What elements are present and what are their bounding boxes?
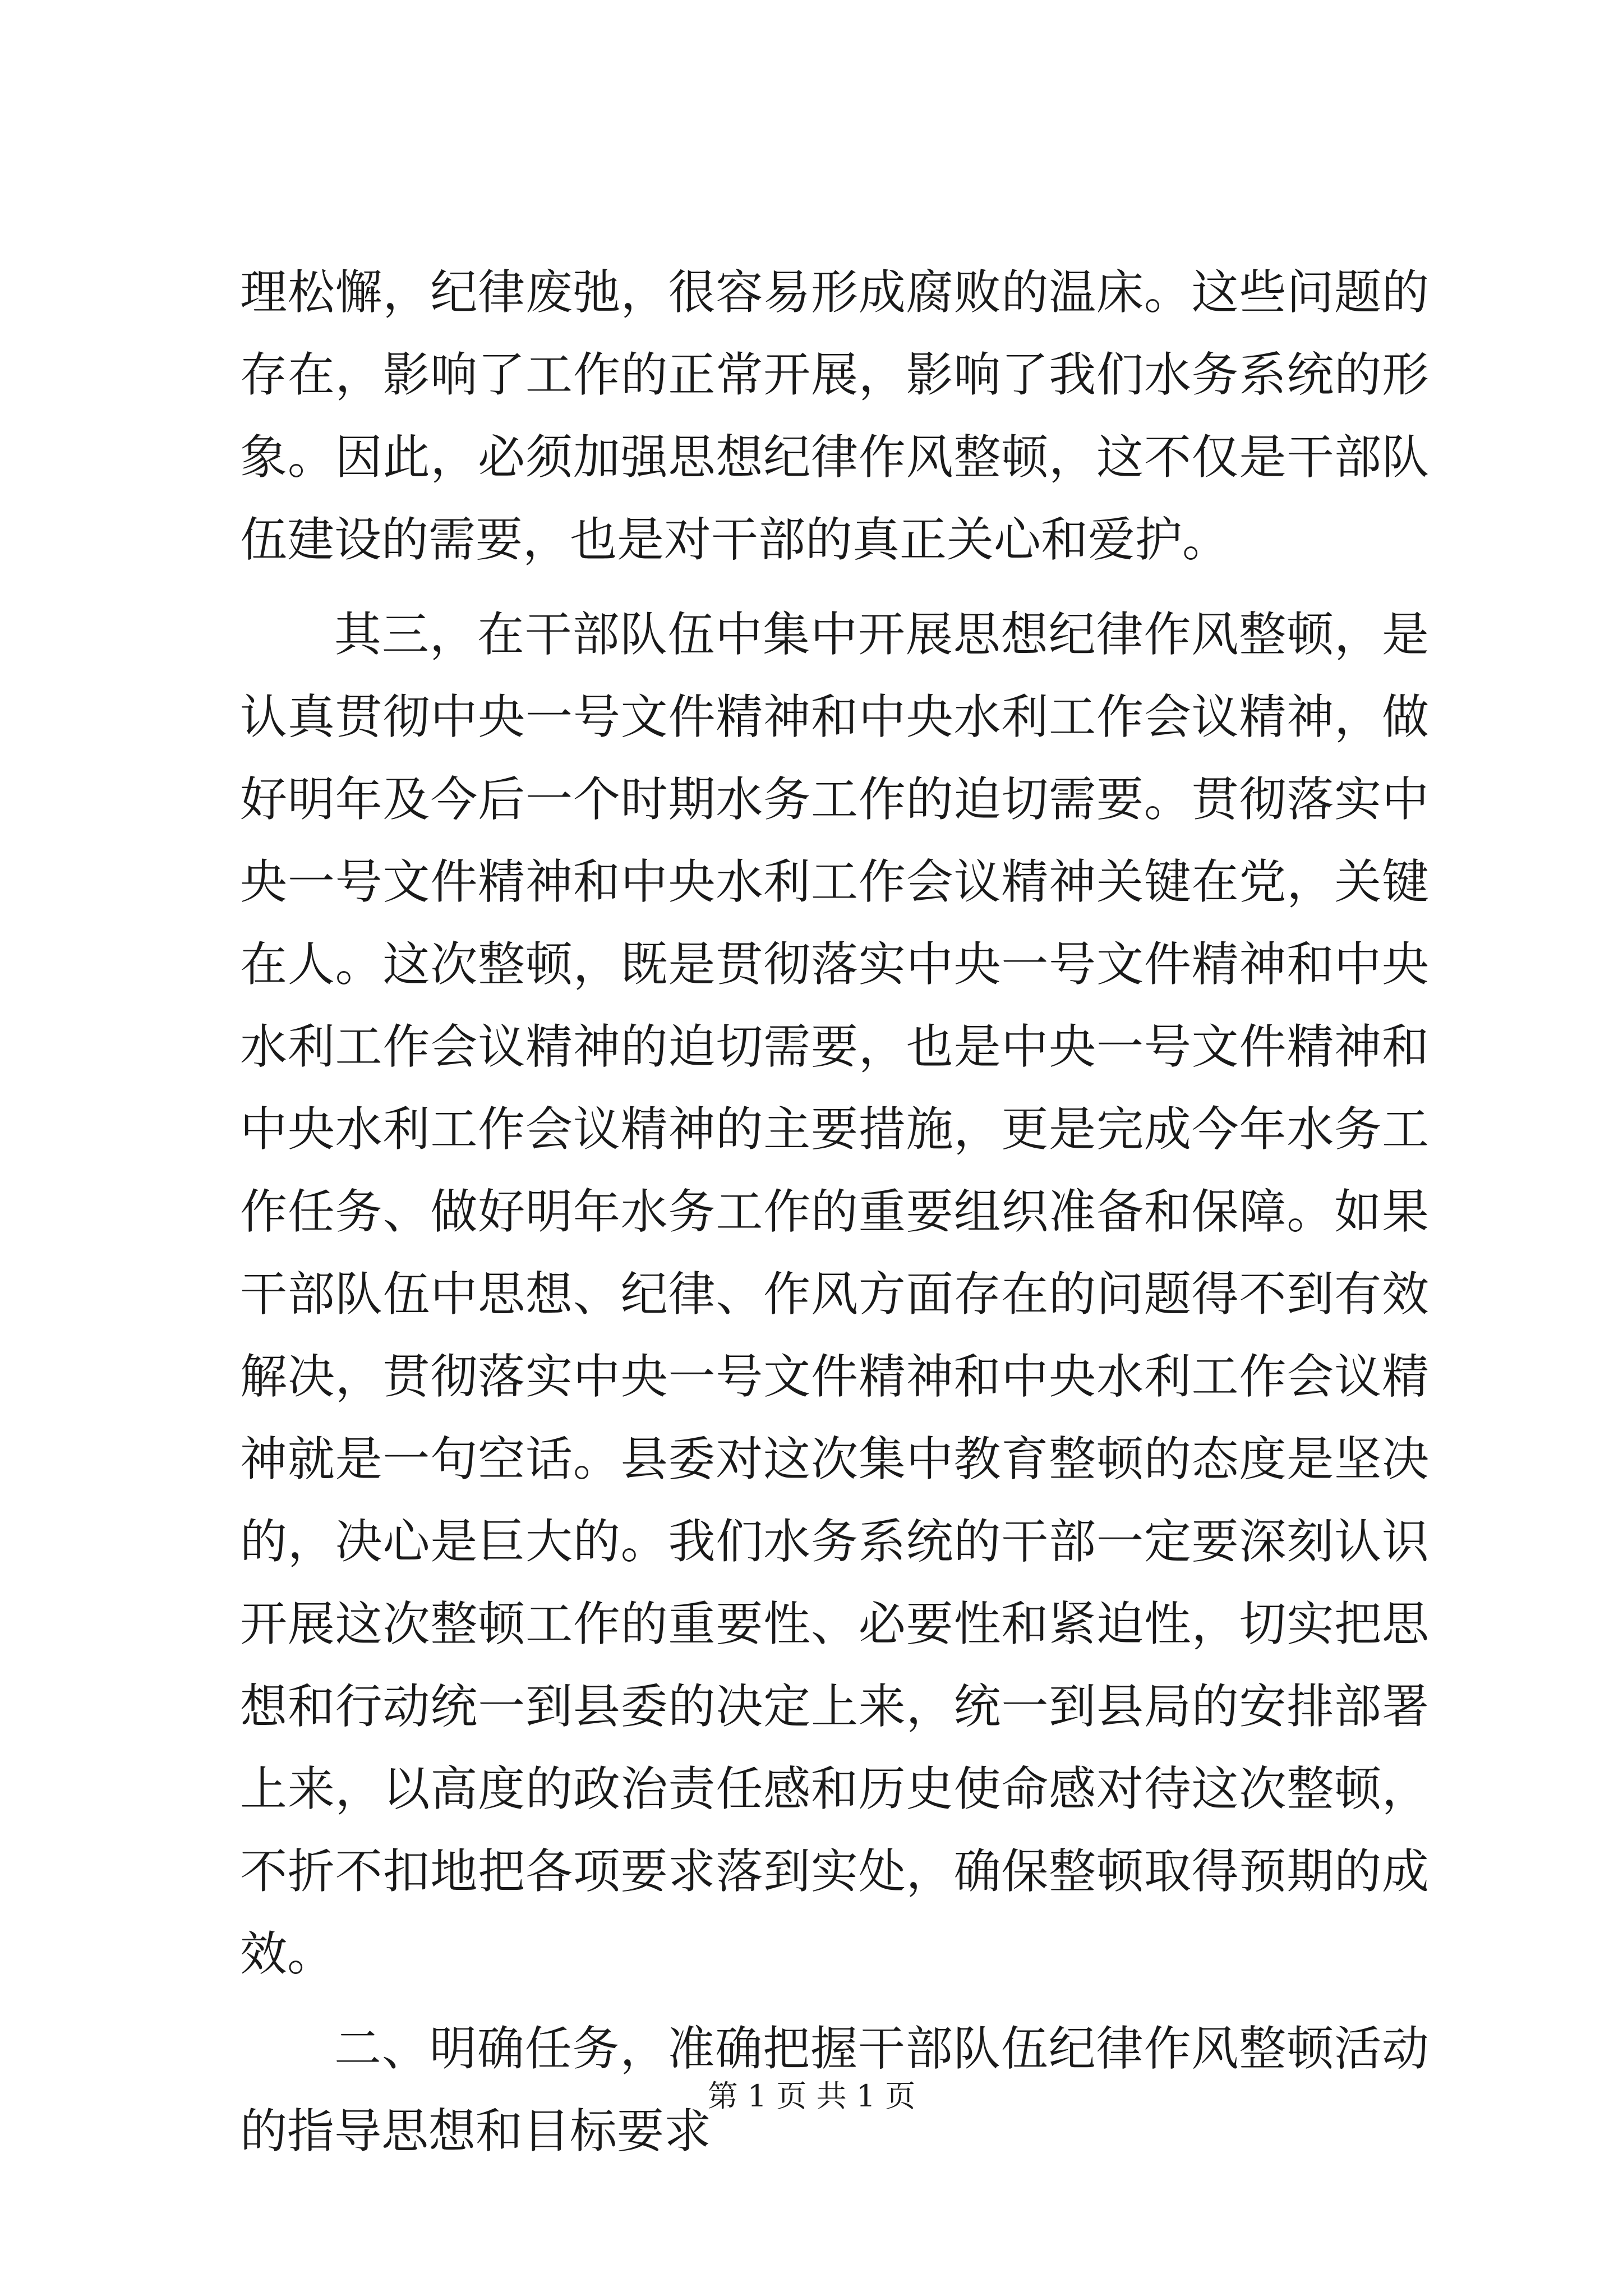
document-body — [240, 251, 1429, 2185]
paragraph-continuation: 理松懈，纪律废弛，很容易形成腐败的温床。这些问题的存在，影响了工作的正常开展，影响了我们水务系统的形象。因此，必须加强思想纪律作风整顿，这不仅是干部队伍建设的需要，也是对干部的真正关心和爱护。 — [240, 265, 1429, 567]
paragraph-point-three: 其三，在干部队伍中集中开展思想纪律作风整顿，是认真贯彻中央一号文件精神和中央水利工作会议精神，做好明年及今后一个时期水务工作的迫切需要。贯彻落实中央一号文件精神和中央水利工作会议精神关键在党，关键在人。这次整顿，既是贯彻落实中央一号文件精神和中央水利工作会议精神的迫切需要，也是中央一号文件精神和中央水利工作会议精神的主要措施，更是完成今年水务工作任务、做好明年水务工作的重要组织准备和保障。如果干部队伍中思想、纪律、作风方面存在的问题得不到有效解决，贯彻落实中央一号文件精神和中央水利工作会议精神就是一句空话。县委对这次集中教育整顿的态度是坚决的，决心是巨大的。我们水务系统的干部一定要深刻认识开展这次整顿工作的重要性、必要性和紧迫性，切实把思想和行动统一到县委的决定上来，统一到县局的安排部署上来，以高度的政治责任感和历史使命感对待这次整顿，不折不扣地把各项要求落到实处，确保整顿取得预期的成效。 — [240, 607, 1429, 1981]
page-footer: 第 1 页 共 1 页 — [707, 2078, 916, 2114]
section-heading-two: 二、明确任务，准确把握干部队伍纪律作风整顿活动的指导思想和目标要求 — [240, 2021, 1429, 2159]
